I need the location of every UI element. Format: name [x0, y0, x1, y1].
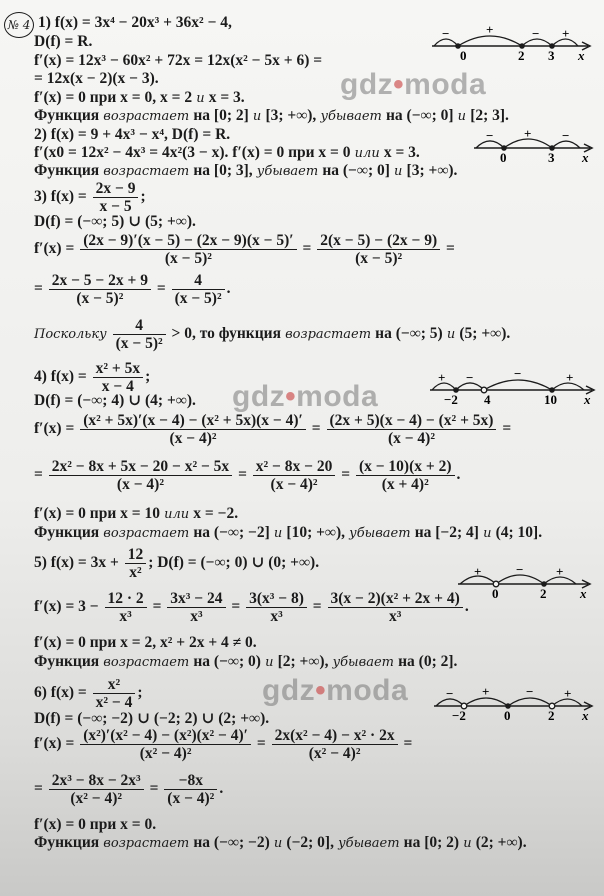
p3-function: 3) f(x) = $\frac{2x - 9}{x - 5}$ ;: [34, 180, 146, 215]
d2-point: 0: [500, 150, 507, 164]
p3-domain: D(f) = (−∞; 5) ∪ (5; +∞).: [34, 213, 196, 230]
d2-sign: +: [524, 126, 532, 141]
d4-axis: x: [584, 392, 591, 407]
d6-sign: −: [446, 686, 454, 701]
d2-sign: −: [562, 128, 570, 143]
p1-function: 1) f(x) = 3x⁴ − 20x³ + 36x² − 4,: [38, 14, 232, 31]
d4-sign: +: [438, 370, 446, 385]
p1-monotonicity: Функция возрастает на [0; 2] и [3; +∞), убывает на (−∞; 0] и [2; 3].: [34, 107, 509, 124]
d5-sign: +: [556, 564, 564, 579]
p4-monotonicity: Функция возрастает на (−∞; −2] и [10; +∞), убывает на [−2; 4] и (4; 10].: [34, 524, 543, 541]
d6-point: 2: [548, 708, 555, 723]
d4-point: 4: [484, 392, 491, 407]
p5-zeros: f′(x) = 0 при x = 2, x² + 2x + 4 ≠ 0.: [34, 634, 257, 651]
p3-derivative: f′(x) = $\frac{(2x - 9)'(x - 5) - (2x - 9)(x - 5)'}{\text{(x − 5)²}}$ = $\frac{2(x - 5) - (2x - 9)}{\text{(x − 5)²}}$ =: [34, 232, 455, 267]
p2-monotonicity: Функция возрастает на [0; 3], убывает на (−∞; 0] и [3; +∞).: [34, 162, 458, 179]
d2-axis: x: [582, 150, 589, 164]
p5-derivative: f′(x) = 3 − $\frac{12 \cdot 2}{\text{x³}}$ = $\frac{\text{3x³ − 24}}{\text{x³}}$ = $\frac{\text{3(x³ − 8)}}{\text{x³}}$ = $\frac{\text{3(x − 2)(x² + 2x + 4)}}{\text{x³}}$ .: [34, 590, 469, 625]
d1-point: 3: [548, 48, 555, 62]
d4-sign: −: [514, 366, 522, 381]
d5-sign: −: [516, 562, 524, 577]
p1-domain: D(f) = R.: [34, 33, 93, 50]
sign-diagram-2: [470, 122, 598, 164]
sign-diagram-1: [428, 20, 596, 62]
d6-sign: +: [482, 684, 490, 699]
p5-function: 5) f(x) = 3x + $\frac{12}{\text{x²}}$ ; D(f) = (−∞; 0) ∪ (0; +∞).: [34, 546, 320, 581]
p4-derivative: f′(x) = $\frac{\text{(x² + 5x)′(x − 4) − (x² + 5x)(x − 4)′}}{\text{(x − 4)²}}$ = $\frac{\text{(2x + 5)(x − 4) − (x² + 5x)}}{\text{(x − 4)²}}$ =: [34, 412, 512, 447]
d1-sign: −: [442, 26, 450, 41]
d5-point: 0: [492, 586, 499, 601]
d1-sign: +: [486, 22, 494, 37]
d4-point: −2: [444, 392, 458, 407]
p3-derivative-result: = $\frac{2x - 5 - 2x + 9}{\text{(x − 5)²}}$ = $\frac{4}{\text{(x − 5)²}}$ .: [34, 272, 231, 307]
p6-zeros: f′(x) = 0 при x = 0.: [34, 816, 157, 833]
d6-sign: −: [526, 684, 534, 699]
p6-domain: D(f) = (−∞; −2) ∪ (−2; 2) ∪ (2; +∞).: [34, 710, 270, 727]
d1-point: 0: [460, 48, 467, 62]
sign-diagram-4: [426, 366, 598, 408]
sign-diagram-5: [454, 560, 596, 602]
p1-derivative: f′(x) = 12x³ − 60x² + 72x = 12x(x² − 5x + 6) =: [34, 52, 323, 69]
d1-point: 2: [518, 48, 525, 62]
p3-conclusion: Поскольку $\frac{4}{\text{(x − 5)²}}$ > 0, то функция возрастает на (−∞; 5) и (5; +∞).: [34, 317, 511, 352]
d1-axis: x: [578, 48, 585, 62]
p4-function: 4) f(x) = $\frac{\text{x² + 5x}}{x - 4}$ ;: [34, 360, 151, 395]
d6-axis: x: [582, 708, 589, 723]
d1-sign: −: [532, 26, 540, 41]
p3-fraction: $\frac{2x - 9}{x - 5}$: [93, 180, 139, 215]
d6-point: −2: [452, 708, 466, 723]
d4-sign: +: [566, 370, 574, 385]
p6-derivative-result: = $\frac{\text{2x³ − 8x − 2x³}}{\text{(x² − 4)²}}$ = $\frac{-8x}{\text{(x − 4)²}}$ .: [34, 772, 224, 807]
watermark: gdz•moda: [232, 380, 379, 413]
d5-point: 2: [540, 586, 547, 601]
d1-sign: +: [562, 26, 570, 41]
d5-sign: +: [474, 564, 482, 579]
d6-sign: +: [564, 686, 572, 701]
sign-diagram-6: [430, 682, 598, 724]
p6-function: 6) f(x) = $\frac{\text{x²}}{\text{x² − 4}}$ ;: [34, 676, 143, 711]
watermark: gdz•moda: [262, 674, 409, 707]
d4-sign: −: [466, 370, 474, 385]
p4-domain: D(f) = (−∞; 4) ∪ (4; +∞).: [34, 392, 196, 409]
p6-monotonicity: Функция возрастает на (−∞; −2) и (−2; 0], убывает на [0; 2) и (2; +∞).: [34, 834, 527, 851]
p6-derivative: f′(x) = $\frac{\text{(x²)′(x² − 4) − (x²)(x² − 4)′}}{\text{(x² − 4)²}}$ = $\frac{\text{2x(x² − 4) − x² · 2x}}{\text{(x² − 4)²}}$ =: [34, 727, 413, 762]
p5-monotonicity: Функция возрастает на (−∞; 0) и [2; +∞), убывает на (0; 2].: [34, 653, 458, 670]
p4-zeros: f′(x) = 0 при x = 10 или x = −2.: [34, 505, 239, 522]
p2-derivative: f′(x0 = 12x² − 4x³ = 4x²(3 − x). f′(x) = 0 при x = 0 или x = 3.: [34, 144, 420, 161]
p2-function: 2) f(x) = 9 + 4x³ − x⁴, D(f) = R.: [34, 126, 231, 143]
d2-sign: −: [486, 128, 494, 143]
p4-derivative-result: = $\frac{\text{2x² − 8x + 5x − 20 − x² − 5x}}{\text{(x − 4)²}}$ = $\frac{\text{x² − 8x − 20}}{\text{(x − 4)²}}$ = $\frac{(x - 10)(x + 2)}{\text{(x + 4)²}}$ .: [34, 458, 461, 493]
d6-point: 0: [504, 708, 511, 723]
p1-derivative-factored: = 12x(x − 2)(x − 3).: [34, 70, 159, 87]
d4-point: 10: [544, 392, 557, 407]
p1-zeros: f′(x) = 0 при x = 0, x = 2 и x = 3.: [34, 89, 245, 106]
d2-point: 3: [548, 150, 555, 164]
watermark: gdz•moda: [340, 68, 487, 101]
d5-axis: x: [580, 586, 587, 601]
problem-number-circle: № 4: [4, 12, 34, 38]
